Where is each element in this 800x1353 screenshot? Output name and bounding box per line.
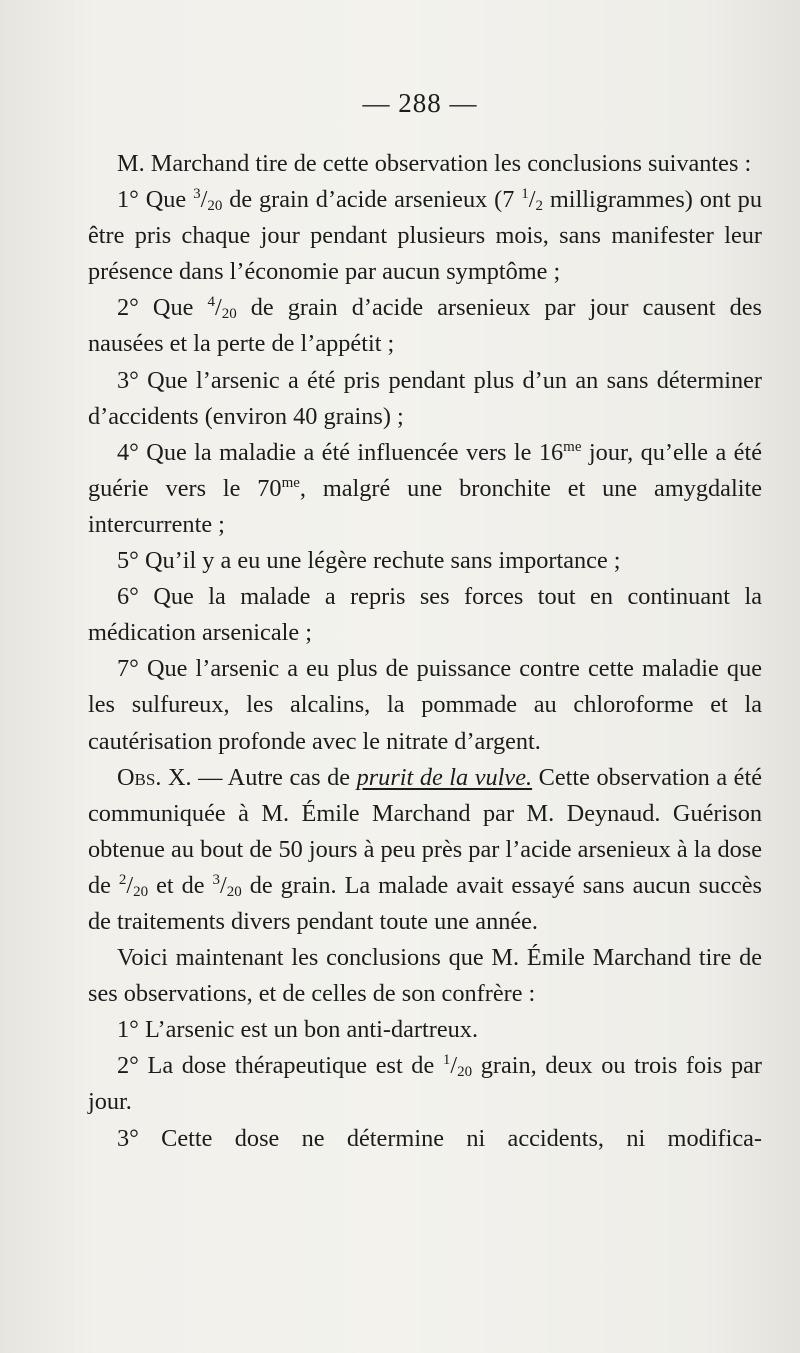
- text-run: M. Marchand tire de cette observation les conclusions suivantes :: [117, 150, 752, 177]
- text-run: 5° Qu’il y a eu une légère rechute sans importance ;: [117, 547, 621, 575]
- paragraph-intro: [88, 146, 762, 182]
- text-run: milligrammes) ont pu être pris chaque jour pendant plusieurs mois, sans manifester leur présence dans l’économie par aucun symptôme ;: [88, 186, 762, 286]
- text-run: jour, qu’elle a été guérie vers le 70: [88, 438, 762, 502]
- fraction-numerator: 1: [521, 186, 529, 203]
- text-run: 6° Que la malade a repris ses forces tout en continuant la médication arsenicale ;: [88, 583, 762, 647]
- text-run: de grain. La malade avait essayé sans aucun succès de traitements divers pendant toute une année.: [88, 871, 762, 935]
- text-run: et de: [148, 871, 213, 899]
- text-run: 1° L’arsenic est un bon anti-dartreux.: [117, 1016, 479, 1044]
- paragraph-c2: [88, 290, 762, 362]
- fraction-denominator: 20: [226, 883, 242, 900]
- fraction: $^1/_2$: [521, 186, 543, 215]
- text-run: 1° Que: [117, 186, 194, 214]
- text-run: de grain d’acide arsenieux par jour causent des nausées et la perte de l’appétit ;: [88, 294, 762, 358]
- paragraph-d3: [88, 1121, 762, 1157]
- italic-term: prurit de la vulve.: [356, 763, 533, 791]
- fraction: $^4/_{20}$: [207, 294, 237, 323]
- paragraph-c4: [88, 435, 762, 543]
- fraction: $^1/_{20}$: [442, 1052, 473, 1081]
- text-run: 3° Cette dose ne détermine ni accidents, ni modifica-: [117, 1124, 762, 1152]
- paragraph-d1: [88, 1012, 762, 1048]
- fraction-denominator: 2: [535, 198, 543, 215]
- page-number: — 288 —: [362, 88, 478, 118]
- fraction: $^3/_{20}$: [193, 186, 223, 215]
- paragraph-c6: [88, 579, 762, 651]
- text-run: de grain d’acide arsenieux (7: [222, 186, 522, 214]
- paragraph-c7: [88, 651, 762, 759]
- text-run: 2° La dose thérapeutique est de: [117, 1052, 443, 1080]
- paragraph-voici: [88, 940, 762, 1012]
- text-run: 4° Que la maladie a été influencée vers le 16: [117, 438, 564, 466]
- text-run: 2° Que: [117, 294, 208, 322]
- text-run: 7° Que l’arsenic a eu plus de puissance contre cette maladie que les sulfureux, les alcalins, la pommade au chloroforme et la cautérisation profonde avec le nitrate d’argent.: [88, 655, 762, 755]
- fraction-numerator: 2: [118, 871, 127, 888]
- text-run: , malgré une bronchite et une amygdalite intercurrente ;: [88, 474, 762, 538]
- fraction-denominator: 20: [133, 883, 149, 900]
- text-run: Cette observation a été communiquée à M. Émile Marchand par M. Deynaud. Guérison obtenue au bout de 50 jours à peu près par l’acide arsenieux à la dose de: [88, 763, 763, 899]
- ordinal-superscript: me: [281, 474, 300, 491]
- paragraph-obs10: [88, 760, 762, 940]
- paragraph-c5: [88, 543, 762, 579]
- fraction-denominator: 20: [207, 198, 223, 215]
- paragraph-c3: [88, 363, 762, 435]
- ordinal-superscript: me: [563, 438, 582, 455]
- text-run: grain, deux ou trois fois par jour.: [88, 1052, 762, 1116]
- text-run: 3° Que l’arsenic a été pris pendant plus d’un an sans déterminer d’accidents (environ 40 grains) ;: [88, 366, 762, 430]
- body-text: [88, 146, 762, 1157]
- fraction-numerator: 1: [442, 1052, 451, 1069]
- fraction-denominator: 20: [457, 1064, 473, 1081]
- fraction: $^2/_{20}$: [118, 871, 149, 900]
- text-run: Voici maintenant les conclusions que M. Émile Marchand tire de ses observations, et de celles de son confrère :: [88, 944, 762, 1008]
- text-run: — Autre cas de: [191, 763, 357, 791]
- fraction-numerator: 3: [212, 871, 220, 888]
- fraction-numerator: 4: [207, 294, 215, 311]
- fraction-denominator: 20: [221, 306, 237, 323]
- paragraph-c1: [88, 182, 762, 290]
- fraction-numerator: 3: [193, 186, 201, 203]
- paragraph-d2: [88, 1048, 762, 1120]
- observation-label: Obs. X.: [117, 763, 192, 791]
- fraction: $^3/_{20}$: [212, 871, 242, 900]
